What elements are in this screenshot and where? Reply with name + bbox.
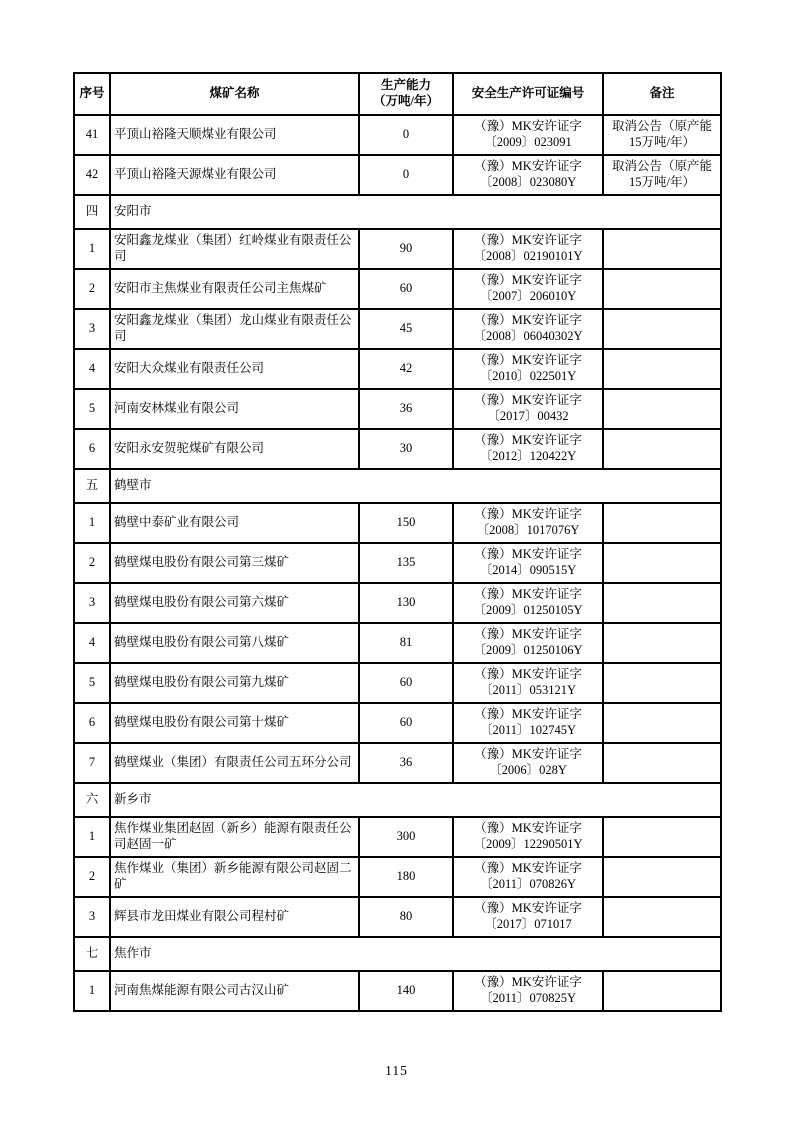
row-no: 2 xyxy=(74,857,110,897)
remark-text xyxy=(603,503,721,543)
capacity-value: 36 xyxy=(359,389,453,429)
city-name: 安阳市 xyxy=(110,195,721,229)
row-no: 4 xyxy=(74,623,110,663)
remark-text xyxy=(603,583,721,623)
mine-name: 鹤壁中泰矿业有限公司 xyxy=(110,503,359,543)
section-no: 六 xyxy=(74,783,110,817)
row-no: 1 xyxy=(74,229,110,269)
city-name: 焦作市 xyxy=(110,937,721,971)
mine-name: 安阳大众煤业有限责任公司 xyxy=(110,349,359,389)
table-row xyxy=(74,349,721,389)
license-number: （豫）MK安许证字〔2008〕06040302Y xyxy=(453,309,603,349)
mine-name: 鹤壁煤业（集团）有限责任公司五环分公司 xyxy=(110,743,359,783)
capacity-value: 180 xyxy=(359,857,453,897)
remark-text xyxy=(603,389,721,429)
section-no: 四 xyxy=(74,195,110,229)
section-row xyxy=(74,783,721,817)
capacity-value: 300 xyxy=(359,817,453,857)
mine-name: 安阳鑫龙煤业（集团）龙山煤业有限责任公司 xyxy=(110,309,359,349)
table-row xyxy=(74,663,721,703)
license-number: （豫）MK安许证字〔2011〕053121Y xyxy=(453,663,603,703)
section-row xyxy=(74,195,721,229)
header-capacity xyxy=(359,73,453,115)
row-no: 7 xyxy=(74,743,110,783)
mine-name: 鹤壁煤电股份有限公司第六煤矿 xyxy=(110,583,359,623)
city-name: 鹤壁市 xyxy=(110,469,721,503)
remark-text xyxy=(603,971,721,1011)
city-name: 新乡市 xyxy=(110,783,721,817)
row-no: 1 xyxy=(74,971,110,1011)
row-no: 42 xyxy=(74,155,110,195)
mine-name: 安阳永安贺驼煤矿有限公司 xyxy=(110,429,359,469)
row-no: 2 xyxy=(74,269,110,309)
mine-name: 辉县市龙田煤业有限公司程村矿 xyxy=(110,897,359,937)
row-no: 5 xyxy=(74,389,110,429)
license-number: （豫）MK安许证字〔2009〕01250106Y xyxy=(453,623,603,663)
row-no: 41 xyxy=(74,115,110,155)
license-number: （豫）MK安许证字〔2008〕1017076Y xyxy=(453,503,603,543)
remark-text xyxy=(603,543,721,583)
remark-text: 取消公告（原产能15万吨/年） xyxy=(603,115,721,155)
header-mine-name: 煤矿名称 xyxy=(110,73,359,115)
section-no: 七 xyxy=(74,937,110,971)
capacity-value: 130 xyxy=(359,583,453,623)
license-number: （豫）MK安许证字〔2009〕01250105Y xyxy=(453,583,603,623)
remark-text xyxy=(603,857,721,897)
row-no: 6 xyxy=(74,429,110,469)
remark-text xyxy=(603,229,721,269)
capacity-value: 81 xyxy=(359,623,453,663)
table-body xyxy=(74,115,721,1011)
section-no: 五 xyxy=(74,469,110,503)
table-row xyxy=(74,389,721,429)
table-row xyxy=(74,309,721,349)
license-number: （豫）MK安许证字〔2014〕090515Y xyxy=(453,543,603,583)
table-row xyxy=(74,229,721,269)
header-license: 安全生产许可证编号 xyxy=(453,73,603,115)
remark-text xyxy=(603,817,721,857)
capacity-value: 60 xyxy=(359,663,453,703)
license-number: （豫）MK安许证字〔2011〕070826Y xyxy=(453,857,603,897)
table-row xyxy=(74,743,721,783)
coal-mine-table xyxy=(73,72,722,1012)
license-number: （豫）MK安许证字〔2006〕028Y xyxy=(453,743,603,783)
capacity-value: 60 xyxy=(359,269,453,309)
mine-name: 鹤壁煤电股份有限公司第九煤矿 xyxy=(110,663,359,703)
row-no: 6 xyxy=(74,703,110,743)
row-no: 3 xyxy=(74,897,110,937)
table-row xyxy=(74,503,721,543)
remark-text xyxy=(603,269,721,309)
table-row xyxy=(74,817,721,857)
mine-name: 平顶山裕隆天源煤业有限公司 xyxy=(110,155,359,195)
table-row xyxy=(74,429,721,469)
capacity-value: 45 xyxy=(359,309,453,349)
capacity-value: 90 xyxy=(359,229,453,269)
license-number: （豫）MK安许证字〔2009〕023091 xyxy=(453,115,603,155)
license-number: （豫）MK安许证字〔2011〕070825Y xyxy=(453,971,603,1011)
row-no: 1 xyxy=(74,817,110,857)
license-number: （豫）MK安许证字〔2011〕102745Y xyxy=(453,703,603,743)
remark-text xyxy=(603,897,721,937)
header-capacity-line2: （万吨/年） xyxy=(373,94,439,108)
mine-name: 焦作煤业集团赵固（新乡）能源有限责任公司赵固一矿 xyxy=(110,817,359,857)
mine-name: 鹤壁煤电股份有限公司第十煤矿 xyxy=(110,703,359,743)
remark-text xyxy=(603,309,721,349)
row-no: 2 xyxy=(74,543,110,583)
page-number: 115 xyxy=(385,1063,408,1078)
row-no: 1 xyxy=(74,503,110,543)
capacity-value: 42 xyxy=(359,349,453,389)
remark-text xyxy=(603,429,721,469)
mine-name: 安阳市主焦煤业有限责任公司主焦煤矿 xyxy=(110,269,359,309)
capacity-value: 36 xyxy=(359,743,453,783)
license-number: （豫）MK安许证字〔2008〕02190101Y xyxy=(453,229,603,269)
remark-text xyxy=(603,703,721,743)
capacity-value: 80 xyxy=(359,897,453,937)
capacity-value: 150 xyxy=(359,503,453,543)
table-row xyxy=(74,857,721,897)
table-row xyxy=(74,115,721,155)
license-number: （豫）MK安许证字〔2008〕023080Y xyxy=(453,155,603,195)
table-row xyxy=(74,583,721,623)
capacity-value: 135 xyxy=(359,543,453,583)
remark-text xyxy=(603,743,721,783)
license-number: （豫）MK安许证字〔2012〕120422Y xyxy=(453,429,603,469)
table-row xyxy=(74,269,721,309)
remark-text: 取消公告（原产能15万吨/年） xyxy=(603,155,721,195)
license-number: （豫）MK安许证字〔2017〕071017 xyxy=(453,897,603,937)
license-number: （豫）MK安许证字〔2010〕022501Y xyxy=(453,349,603,389)
remark-text xyxy=(603,349,721,389)
capacity-value: 30 xyxy=(359,429,453,469)
table-row xyxy=(74,703,721,743)
row-no: 3 xyxy=(74,583,110,623)
remark-text xyxy=(603,663,721,703)
table-row xyxy=(74,971,721,1011)
remark-text xyxy=(603,623,721,663)
mine-name: 鹤壁煤电股份有限公司第三煤矿 xyxy=(110,543,359,583)
capacity-value: 60 xyxy=(359,703,453,743)
mine-name: 焦作煤业（集团）新乡能源有限公司赵固二矿 xyxy=(110,857,359,897)
capacity-value: 0 xyxy=(359,115,453,155)
table-row xyxy=(74,897,721,937)
header-remark: 备注 xyxy=(603,73,721,115)
table-row xyxy=(74,623,721,663)
section-row xyxy=(74,469,721,503)
header-no: 序号 xyxy=(74,73,110,115)
table-row xyxy=(74,543,721,583)
capacity-value: 0 xyxy=(359,155,453,195)
mine-name: 平顶山裕隆天顺煤业有限公司 xyxy=(110,115,359,155)
table-row xyxy=(74,155,721,195)
row-no: 4 xyxy=(74,349,110,389)
license-number: （豫）MK安许证字〔2007〕206010Y xyxy=(453,269,603,309)
mine-name: 安阳鑫龙煤业（集团）红岭煤业有限责任公司 xyxy=(110,229,359,269)
section-row xyxy=(74,937,721,971)
license-number: （豫）MK安许证字〔2017〕00432 xyxy=(453,389,603,429)
row-no: 3 xyxy=(74,309,110,349)
capacity-value: 140 xyxy=(359,971,453,1011)
license-number: （豫）MK安许证字〔2009〕12290501Y xyxy=(453,817,603,857)
header-capacity-line1: 生产能力 xyxy=(380,78,431,93)
mine-name: 河南焦煤能源有限公司古汉山矿 xyxy=(110,971,359,1011)
mine-name: 河南安林煤业有限公司 xyxy=(110,389,359,429)
row-no: 5 xyxy=(74,663,110,703)
mine-name: 鹤壁煤电股份有限公司第八煤矿 xyxy=(110,623,359,663)
table-header-row xyxy=(74,73,721,115)
